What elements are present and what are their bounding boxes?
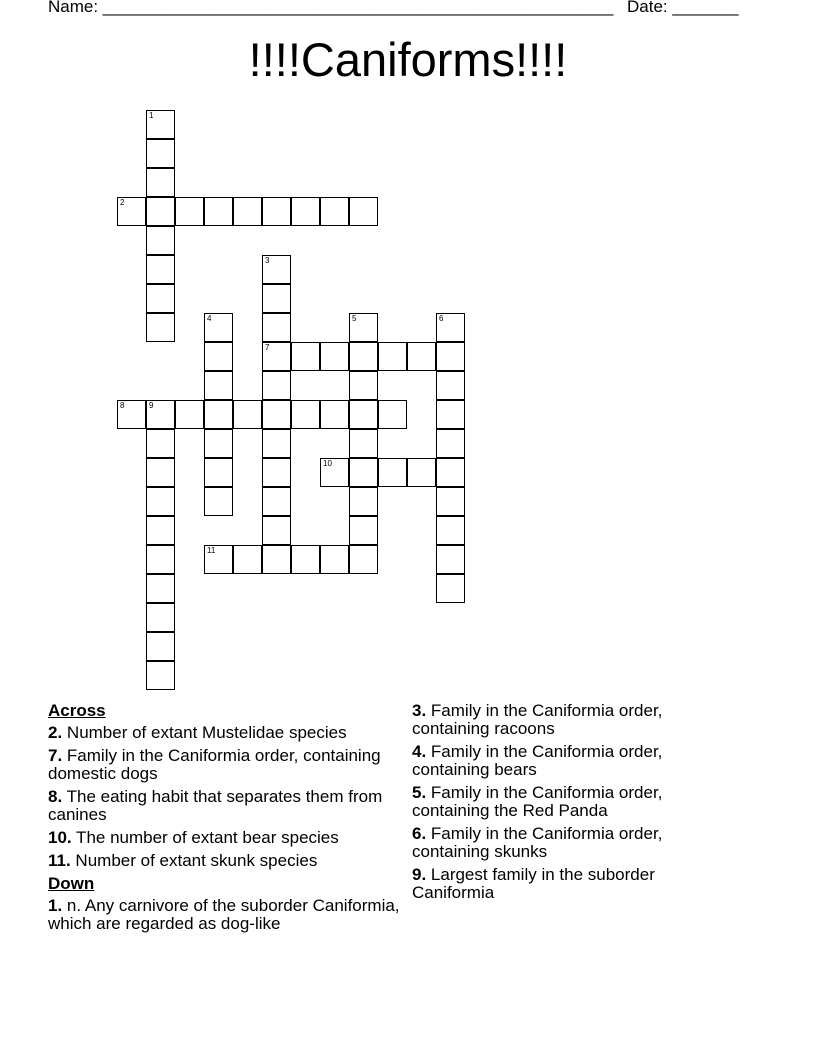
grid-cell[interactable] — [117, 400, 146, 429]
clue-across-11 — [48, 852, 408, 870]
grid-cell[interactable] — [146, 400, 175, 429]
clue-text: Family in the Caniformia order, containing bears — [412, 742, 663, 779]
grid-cell[interactable] — [436, 429, 465, 458]
grid-cell[interactable] — [146, 545, 175, 574]
cell-number: 2 — [120, 198, 125, 207]
grid-cell[interactable] — [204, 545, 233, 574]
grid-cell[interactable] — [262, 516, 291, 545]
grid-cell[interactable] — [291, 400, 320, 429]
clue-text: Number of extant skunk species — [70, 851, 318, 870]
grid-cell[interactable] — [146, 429, 175, 458]
grid-cell[interactable] — [204, 458, 233, 487]
clue-across-7 — [48, 747, 408, 783]
grid-cell[interactable] — [146, 226, 175, 255]
clue-down-3 — [412, 702, 712, 738]
grid-cell[interactable] — [146, 313, 175, 342]
grid-cell[interactable] — [320, 458, 349, 487]
grid-cell[interactable] — [146, 110, 175, 139]
grid-cell[interactable] — [320, 197, 349, 226]
down-heading: Down — [48, 874, 95, 893]
grid-cell[interactable] — [146, 574, 175, 603]
grid-cell[interactable] — [349, 516, 378, 545]
clue-down-4 — [412, 743, 712, 779]
clue-across-10 — [48, 829, 408, 847]
grid-cell[interactable] — [407, 458, 436, 487]
clue-text: Family in the Caniformia order, containing domestic dogs — [48, 746, 381, 783]
cell-number: 10 — [323, 459, 332, 468]
grid-cell[interactable] — [146, 632, 175, 661]
grid-cell[interactable] — [349, 197, 378, 226]
grid-cell[interactable] — [233, 197, 262, 226]
grid-cell[interactable] — [262, 284, 291, 313]
grid-cell[interactable] — [378, 342, 407, 371]
clue-text: Largest family in the suborder Caniformia — [412, 865, 655, 902]
clue-number: 11. — [48, 851, 71, 870]
grid-cell[interactable] — [436, 516, 465, 545]
grid-cell[interactable] — [233, 545, 262, 574]
grid-cell[interactable] — [291, 342, 320, 371]
grid-cell[interactable] — [204, 371, 233, 400]
grid-cell[interactable] — [146, 168, 175, 197]
grid-cell[interactable] — [320, 545, 349, 574]
grid-cell[interactable] — [436, 458, 465, 487]
grid-cell[interactable] — [291, 197, 320, 226]
grid-cell[interactable] — [436, 545, 465, 574]
grid-cell[interactable] — [262, 487, 291, 516]
grid-cell[interactable] — [262, 313, 291, 342]
grid-cell[interactable] — [436, 313, 465, 342]
grid-cell[interactable] — [146, 603, 175, 632]
cell-number: 9 — [149, 401, 154, 410]
grid-cell[interactable] — [204, 342, 233, 371]
clue-text: The number of extant bear species — [71, 828, 339, 847]
grid-cell[interactable] — [204, 313, 233, 342]
grid-cell[interactable] — [262, 458, 291, 487]
clue-number: 6. — [412, 824, 427, 843]
name-field: Name: ______________________________________________________ — [48, 0, 614, 16]
cell-number: 8 — [120, 401, 125, 410]
cell-number: 6 — [439, 314, 444, 323]
grid-cell[interactable] — [204, 429, 233, 458]
grid-cell[interactable] — [146, 516, 175, 545]
clues-left-column — [48, 702, 408, 938]
clue-text: Number of extant Mustelidae species — [62, 723, 347, 742]
grid-cell[interactable] — [349, 545, 378, 574]
grid-cell[interactable] — [349, 342, 378, 371]
cell-number: 7 — [265, 343, 270, 352]
grid-cell[interactable] — [436, 574, 465, 603]
grid-cell[interactable] — [349, 400, 378, 429]
clue-text: n. Any carnivore of the suborder Caniformia, which are regarded as dog-like — [48, 896, 400, 933]
grid-cell[interactable] — [436, 342, 465, 371]
clue-text: Family in the Caniformia order, containing racoons — [412, 701, 663, 738]
grid-cell[interactable] — [262, 342, 291, 371]
grid-cell[interactable] — [204, 197, 233, 226]
grid-cell[interactable] — [349, 313, 378, 342]
grid-cell[interactable] — [436, 400, 465, 429]
clue-across-8 — [48, 788, 408, 824]
grid-cell[interactable] — [175, 197, 204, 226]
clue-number: 10. — [48, 828, 72, 847]
grid-cell[interactable] — [146, 197, 175, 226]
clue-number: 2. — [48, 723, 63, 742]
clue-down-6 — [412, 825, 712, 861]
grid-cell[interactable] — [146, 661, 175, 690]
clue-number: 9. — [412, 865, 427, 884]
grid-cell[interactable] — [146, 487, 175, 516]
grid-cell[interactable] — [349, 487, 378, 516]
grid-cell[interactable] — [146, 139, 175, 168]
grid-cell[interactable] — [262, 255, 291, 284]
cell-number: 1 — [149, 111, 154, 120]
cell-number: 3 — [265, 256, 270, 265]
grid-cell[interactable] — [262, 197, 291, 226]
grid-cell[interactable] — [349, 429, 378, 458]
clue-text: Family in the Caniformia order, containing skunks — [412, 824, 663, 861]
grid-cell[interactable] — [262, 429, 291, 458]
across-heading: Across — [48, 701, 106, 720]
grid-cell[interactable] — [146, 255, 175, 284]
clue-down-5 — [412, 784, 712, 820]
grid-cell[interactable] — [262, 371, 291, 400]
date-field: Date: _______ — [627, 0, 739, 16]
page-title: !!!!Caniforms!!!! — [248, 33, 568, 86]
cell-number: 5 — [352, 314, 357, 323]
grid-cell[interactable] — [320, 342, 349, 371]
clue-across-2 — [48, 724, 408, 742]
clue-number: 7. — [48, 746, 63, 765]
grid-cell[interactable] — [262, 545, 291, 574]
cell-number: 4 — [207, 314, 212, 323]
grid-cell[interactable] — [117, 197, 146, 226]
clues-right-column — [412, 702, 712, 907]
grid-cell[interactable] — [378, 458, 407, 487]
clue-number: 1. — [48, 896, 63, 915]
grid-cell[interactable] — [378, 400, 407, 429]
clue-down-9 — [412, 866, 712, 902]
grid-cell[interactable] — [407, 342, 436, 371]
clue-number: 5. — [412, 783, 427, 802]
clue-text: Family in the Caniformia order, containing the Red Panda — [412, 783, 663, 820]
clue-number: 3. — [412, 701, 427, 720]
cell-number: 11 — [207, 546, 216, 555]
grid-cell[interactable] — [204, 400, 233, 429]
clue-text: The eating habit that separates them from canines — [48, 787, 383, 824]
grid-cell[interactable] — [262, 400, 291, 429]
grid-cell[interactable] — [146, 284, 175, 313]
grid-cell[interactable] — [349, 458, 378, 487]
grid-cell[interactable] — [175, 400, 204, 429]
clue-number: 8. — [48, 787, 63, 806]
grid-cell[interactable] — [291, 545, 320, 574]
clue-down-1 — [48, 897, 408, 933]
grid-cell[interactable] — [233, 400, 262, 429]
grid-cell[interactable] — [146, 458, 175, 487]
grid-cell[interactable] — [349, 371, 378, 400]
grid-cell[interactable] — [436, 371, 465, 400]
clue-number: 4. — [412, 742, 427, 761]
grid-cell[interactable] — [320, 400, 349, 429]
grid-cell[interactable] — [204, 487, 233, 516]
grid-cell[interactable] — [436, 487, 465, 516]
